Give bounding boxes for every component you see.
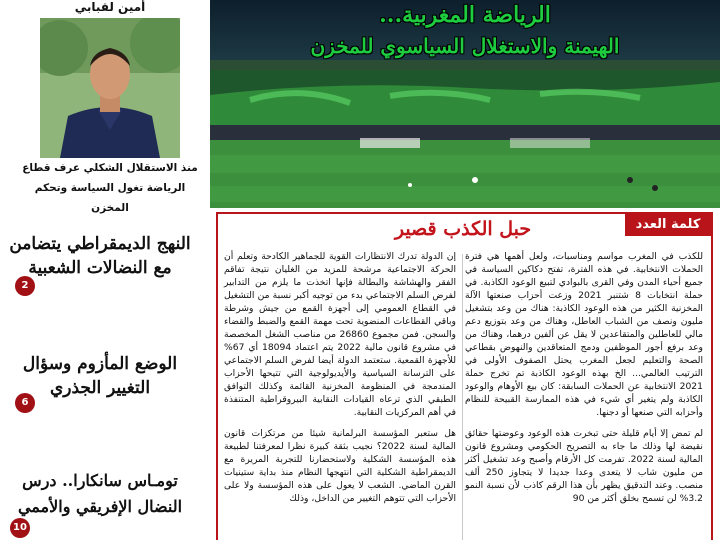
column-divider: [462, 254, 463, 540]
author-name: أمين لقبابي: [74, 0, 146, 14]
section-label: كلمة العدد: [625, 214, 711, 236]
editorial-right-column: [465, 250, 703, 513]
editorial-paragraph: إن الدولة تدرك الانتظارات القوية للجماهير الكادحة وتعلم أن الحركة الاجتماعية مرشحة للمزيد من الغليان نتيجة تفاقم الفقر والهشاشة والبطالة فإنها اتخذت ما يلزم من التدابير لفرض السلم الاجتماعي بدء من توجيه أكبر نسبة من التشغيل في القطاع العمومي إلى أجهزة القمع من جيش وشرطة وباقي القطاعات المنضوية تحت مهمة القمع والضبط والقضاء والسجن. فمن مجموع 26860 من مناصب الشغل المخصصة في مشروع قانون مالية 2022 يتم اعتماد 18094 أي 67% للأجهزة القمعية. ستعتمد الدولة أيضا لفرض السلم الاجتماعي على الترسانة السياسية والأيديولوجية التي تتيحها الأحزاب المندمجة في المنظومة المخزنية القائمة وكذلك التوافق الطبقي الذي ترعاه القيادات النقابية البيروقراطية المتنفذة في أهم المركزيات النقابية.: [224, 251, 457, 418]
author-caption: منذ الاستقلال الشكلي عرف قطاع الرياضة تغول السياسة وتحكم المخزن: [22, 162, 198, 214]
editorial-paragraph: للكذب في المغرب مواسم ومناسبات، ولعل أهمها هي فترة الحملات الانتخابية. في هذه الفترة، تفتح دكاكين السياسة في جميع أحياء المدن وفي القرى بالبوادي لتبيع الوعود الكاذبة. في حملة انتخابات 8 شتنبر 2021 وزعت أحزاب صنعتها الآلة المخزنية الكثير من هذه الوعود الكاذبة: هناك من وعد بتشغيل مليون ونصف من الشباب العاطل، وهناك من وعد بتوزيع دعم مالي للعاطلين والمتقاعدين لا يقل عن ألفين درهما، وهناك من وعد برفع أجور الموظفين ودمج المتعاقدين والنهوض بقطاعي الصحة والتعليم لجعل المغرب يحتل الصفوف الأولى في الترتيب العالمي... الخ بهذه الوعود الكاذبة تم تخرج حملة 2021 الانتخابية عن الحملات السابقة: كان بيع الأوهام والوعود الكاذبة ولم يتغير أي شيء في هذه الممارسة القبيحة للنظام وأحزابه التي صنعها أو دجنها.: [465, 251, 703, 418]
stadium-illustration: [210, 0, 720, 208]
editorial-paragraph: لم تمض إلا أيام قليلة حتى تبخرت هذه الوعود وعوضتها حقائق نقيضة لها وذلك ما جاء به التصريح الحكومي ومشروع قانون المالية لسنة 2022. تفرمت كل الأرقام وأصبح وعد تشغيل أكثر من مليون شاب لا يتعدى وعدا جديدا لا يتجاوز 250 ألف منصب. وعند التدقيق يظهر بأن هذا الرقم كاذب لأن نسبة النمو 3.2% لن تسمح بخلق أكثر من 90: [465, 428, 703, 504]
hero-image: [210, 0, 720, 208]
author-photo: [40, 18, 180, 158]
hero-subtitle: الهيمنة والاستغلال السياسوي للمخزن: [310, 34, 620, 58]
page-number-badge: 6: [15, 393, 35, 413]
editorial-paragraph: هل ستعبر المؤسسة البرلمانية شيئا من مرتكزات قانون المالية لسنة 2022؟ نجيب بثقة كبيرة نظرا لمعرفتنا لطبيعة هذه المؤسسة الشكلية ولاستحضارنا للتجربة المريرة مع الديمقراطية الشكلية التي انتهجها النظام منذ بداية ستينيات القرن الماضي. الشعب لا يعول على هذه المؤسسة ولا على الأحزاب التي تتوهم التغيير من الداخل، وذلك: [224, 428, 456, 504]
editorial-left-column: [224, 250, 456, 513]
sidebar-story-headline[interactable]: النهج الديمقراطي يتضامن مع النضالات الشعبية: [9, 234, 191, 278]
page-number-badge: 2: [15, 276, 35, 296]
sidebar: [0, 0, 210, 540]
sidebar-story-headline[interactable]: تومـاس سانكارا.. درس النضال الإفريقي والأممي: [17, 471, 183, 516]
page-number-badge: 10: [10, 518, 30, 538]
sidebar-story-headline[interactable]: الوضع المأزوم وسؤال التغيير الجذري: [22, 354, 178, 398]
editorial-title: حبل الكذب قصير: [394, 218, 532, 240]
hero-title: الرياضة المغربية...: [379, 2, 551, 28]
editorial-box: [216, 212, 713, 540]
